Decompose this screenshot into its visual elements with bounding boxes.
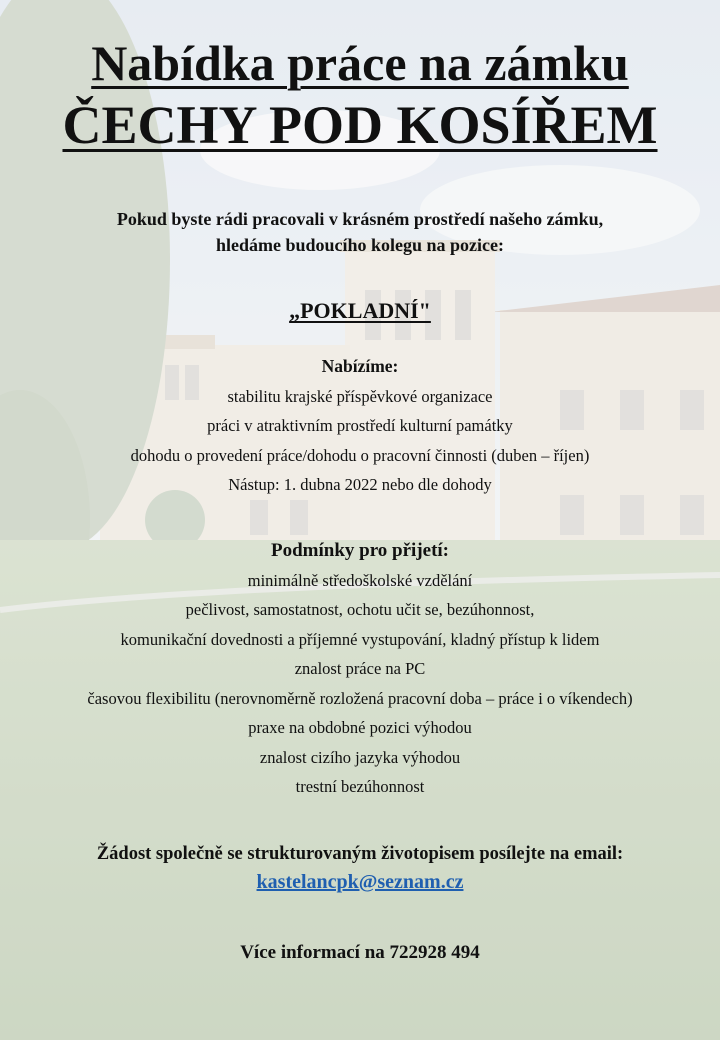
condition-item: znalost práce na PC xyxy=(294,659,426,678)
condition-item: znalost cizího jazyka výhodou xyxy=(259,747,461,767)
apply-section xyxy=(0,840,720,897)
apply-text: Žádost společně se strukturovaným životopisem posílejte na email: xyxy=(96,844,624,864)
intro xyxy=(0,206,720,258)
condition-item: trestní bezúhonnost xyxy=(295,777,425,796)
intro-line-2: hledáme budoucího kolegu na pozice: xyxy=(215,235,505,255)
position-title: „POKLADNÍ" xyxy=(289,298,431,323)
condition-item: pečlivost, samostatnost, ochotu učit se, bezúhonnost, xyxy=(185,600,535,619)
contact-info: Více informací na 722928 494 xyxy=(240,942,480,963)
offer-heading: Nabízíme: xyxy=(321,356,399,376)
condition-item: komunikační dovednosti a příjemné vystupování, kladný přístup k lidem xyxy=(120,629,600,649)
title-line-2: ČECHY POD KOSÍŘEM xyxy=(62,95,658,155)
conditions-section xyxy=(0,536,720,802)
offer-section xyxy=(0,352,720,500)
offer-item: Nástup: 1. dubna 2022 nebo dle dohody xyxy=(228,475,492,494)
title-line-1: Nabídka práce na zámku xyxy=(91,35,629,91)
conditions-heading: Podmínky pro přijetí: xyxy=(270,540,450,561)
offer-item: práci v atraktivním prostředí kulturní památky xyxy=(207,416,513,435)
email-link[interactable]: kastelancpk@seznam.cz xyxy=(256,871,464,893)
offer-item: stabilitu krajské příspěvkové organizace xyxy=(227,386,493,406)
condition-item: praxe na obdobné pozici výhodou xyxy=(248,718,472,737)
condition-item: minimálně středoškolské vzdělání xyxy=(247,570,473,590)
condition-item: časovou flexibilitu (nerovnoměrně rozložená pracovní doba – práce i o víkendech) xyxy=(87,688,633,708)
offer-item: dohodu o provedení práce/dohodu o pracovní činnosti (duben – říjen) xyxy=(130,445,590,465)
intro-line-1: Pokud byste rádi pracovali v krásném prostředí našeho zámku, xyxy=(116,209,604,229)
